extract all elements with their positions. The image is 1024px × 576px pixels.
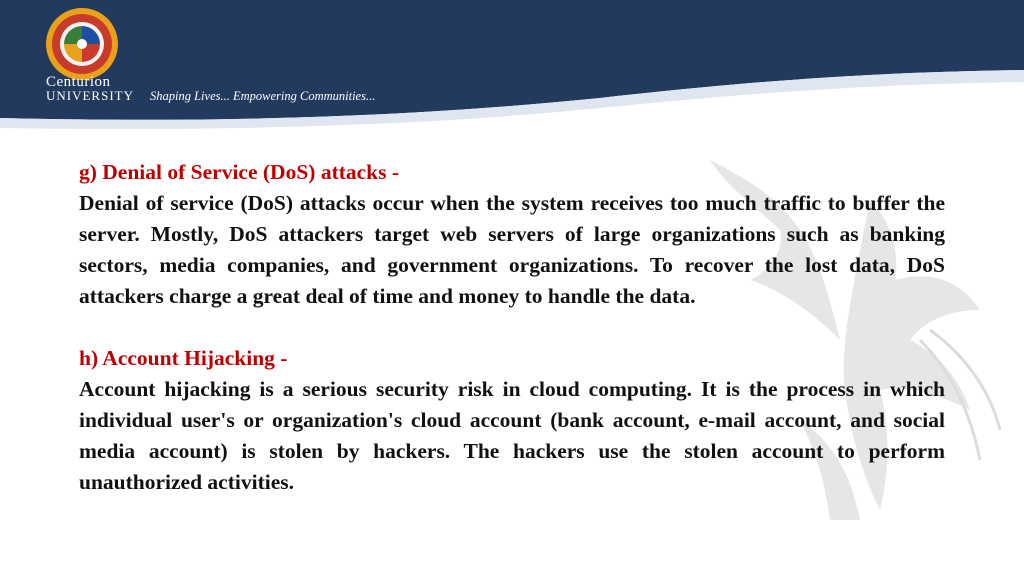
section-body-dos: Denial of service (DoS) attacks occur when the system receives too much traffic to buffer the server. Mostly, DoS attackers target web servers of large organizations such as banking sectors, media companies, and government organizations. To recover the lost data, DoS attackers charge a great deal of time and money to handle the data. [79,191,945,308]
tagline: Shaping Lives... Empowering Communities... [150,89,376,103]
section-heading-dos: g) Denial of Service (DoS) attacks - [79,160,400,184]
section-body-account-hijacking: Account hijacking is a serious security risk in cloud computing. It is the process in which individual user's or organization's cloud account (bank account, e-mail account, and social media account) is stolen by hackers. The hackers use the stolen account to perform unauthorized activities. [79,377,945,494]
wordmark-line2: UNIVERSITY [46,88,134,103]
university-wordmark [46,76,134,102]
header-band [0,0,1024,150]
section-spacer [79,312,945,343]
wordmark-line1: Centurion [46,74,111,90]
section-heading-account-hijacking: h) Account Hijacking - [79,346,288,370]
slide-content [79,157,945,498]
